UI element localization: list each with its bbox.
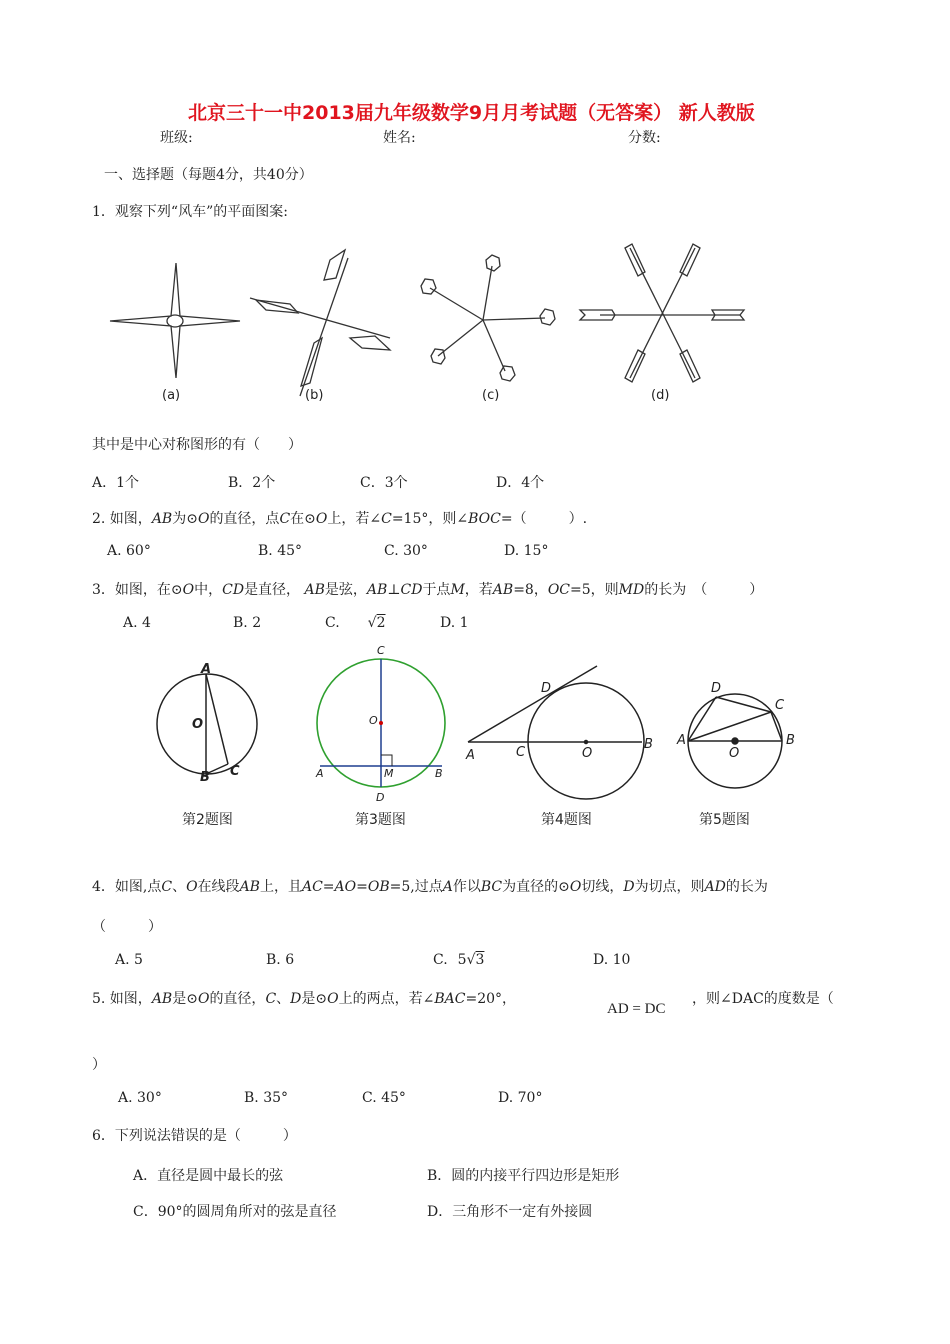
q2-var: C xyxy=(279,511,291,527)
q4-option-c-label: C. xyxy=(433,952,448,968)
q4-text: 、 xyxy=(172,879,187,895)
q3-var: CD xyxy=(222,582,245,598)
q5-stem-tail: ，则∠DAC的度数是（ xyxy=(692,991,834,1007)
q6-option-c: C．90°的圆周角所对的弦是直径 xyxy=(133,1204,337,1220)
q4-text: 切线， xyxy=(581,879,624,895)
fig5-diagram xyxy=(688,694,785,788)
q6-option-a: A．直径是圆中最长的弦 xyxy=(133,1168,284,1184)
fig3-label-m: M xyxy=(384,767,394,780)
fig4-label-c: C xyxy=(516,745,526,760)
q4-text: 作以 xyxy=(452,879,481,895)
fig3-diagram xyxy=(317,659,445,787)
fig5-label-o: O xyxy=(729,746,740,761)
q3-option-c-label: C. xyxy=(325,615,340,631)
q3-text: 3．如图，在⊙ xyxy=(92,582,183,598)
q5-stem-continuation: ） xyxy=(92,1057,106,1073)
q4-var: BC xyxy=(480,879,503,895)
q4-option-b: B. 6 xyxy=(266,952,295,968)
q1-option-b: B．2个 xyxy=(228,475,276,491)
q5-var: AB xyxy=(151,991,173,1007)
q4-text: = xyxy=(356,879,368,895)
q5-option-d: D. 70° xyxy=(498,1090,543,1106)
q3-var: O xyxy=(182,582,195,598)
fig4-caption: 第4题图 xyxy=(541,812,592,828)
q5-text: 的直径， xyxy=(209,991,266,1007)
q4-var: AO xyxy=(334,879,357,895)
q4-var: O xyxy=(186,879,198,895)
windmill-b-figure xyxy=(250,250,390,396)
q3-var: AB xyxy=(492,582,514,598)
q4-radicand: 3 xyxy=(475,952,485,968)
q5-option-a: A. 30° xyxy=(118,1090,162,1106)
q4-option-d: D. 10 xyxy=(593,952,631,968)
fig2-label-o: O xyxy=(192,717,204,732)
fig4-label-d: D xyxy=(541,681,552,696)
q4-text: 在线段 xyxy=(197,879,240,895)
fig5-label-a: A xyxy=(677,733,686,748)
q4-var: D xyxy=(623,879,635,895)
q1-question: 其中是中心对称图形的有（ ） xyxy=(92,437,302,453)
q2-stem xyxy=(92,508,587,528)
q4-var: OB xyxy=(367,879,390,895)
q5-var: D xyxy=(290,991,302,1007)
windmill-a-figure xyxy=(110,263,240,378)
windmill-c-figure xyxy=(421,255,555,381)
q4-text: 为直径的⊙ xyxy=(502,879,570,895)
q4-text: = xyxy=(322,879,335,895)
q2-var: C xyxy=(381,511,392,527)
fig2-label-a: A xyxy=(201,662,212,677)
windmill-d-figure xyxy=(580,244,744,382)
q5-text: 是⊙ xyxy=(172,991,198,1007)
q6-option-d: D．三角形不一定有外接圆 xyxy=(427,1204,593,1220)
q1-stem-text: 1．观察下列“风车”的平面图案: xyxy=(92,204,288,220)
q3-var: AB xyxy=(366,582,388,598)
q3-var: MD xyxy=(618,582,645,598)
q5-text: 、 xyxy=(276,991,291,1007)
q2-option-c: C. 30° xyxy=(384,543,428,559)
q1-option-d: D．4个 xyxy=(496,475,545,491)
q2-text: 上，若∠ xyxy=(327,511,382,527)
page-title: 北京三十一中2013届九年级数学9月月考试题（无答案） 新人教版 xyxy=(188,102,755,124)
fig4-label-b: B xyxy=(644,737,653,752)
q5-var: O xyxy=(327,991,339,1007)
fig5-label-d: D xyxy=(711,681,722,696)
class-label: 班级: xyxy=(160,130,193,146)
q3-text: 中， xyxy=(194,582,223,598)
q3-var: CD xyxy=(400,582,423,598)
q3-option-c xyxy=(325,615,386,631)
q5-var: BAC xyxy=(434,991,466,1007)
q4-stem xyxy=(92,876,768,896)
fig3-label-o: O xyxy=(369,714,378,727)
q4-text: 4．如图,点 xyxy=(92,879,162,895)
fig-label-c: (c) xyxy=(482,388,500,403)
fig2-label-b: B xyxy=(200,770,210,785)
fig5-label-b: B xyxy=(786,733,795,748)
q5-text: 5. 如图， xyxy=(92,991,152,1007)
q4-coef: 5 xyxy=(457,952,467,968)
q3-text: 于点 xyxy=(422,582,451,598)
q4-text: =5,过点 xyxy=(389,879,443,895)
q3-text: =5，则 xyxy=(570,582,619,598)
q4-var: O xyxy=(569,879,582,895)
fig2-caption: 第2题图 xyxy=(182,812,233,828)
fig4-diagram xyxy=(468,666,644,799)
q3-var: M xyxy=(450,582,465,598)
fig2-diagram xyxy=(157,674,257,774)
q2-text: 的直径，点 xyxy=(209,511,280,527)
fig4-label-o: O xyxy=(582,746,593,761)
q4-text: 为切点，则 xyxy=(634,879,705,895)
q3-text: ，若 xyxy=(464,582,493,598)
q3-var: AB xyxy=(304,582,325,598)
q2-var: AB xyxy=(151,511,173,527)
q4-text: 上，且 xyxy=(259,879,302,895)
q2-option-a: A. 60° xyxy=(107,543,151,559)
q6-stem: 6．下列说法错误的是（ ） xyxy=(92,1128,297,1144)
q3-text: 是弦， xyxy=(324,582,367,598)
q2-var: O xyxy=(315,511,328,527)
q1-option-a: A．1个 xyxy=(92,475,140,491)
q3-option-d: D. 1 xyxy=(440,615,469,631)
fig-label-a: (a) xyxy=(162,388,181,403)
q3-option-a: A. 4 xyxy=(123,615,151,631)
fig-label-d: (d) xyxy=(651,388,670,403)
q3-radicand: 2 xyxy=(376,615,386,631)
sqrt-icon: √3 xyxy=(466,952,485,968)
q2-text: 为⊙ xyxy=(172,511,198,527)
q2-text: =（ ）. xyxy=(500,511,588,527)
fig3-label-d: D xyxy=(376,791,385,804)
fig4-label-a: A xyxy=(466,748,475,763)
q5-text: =20°， xyxy=(465,991,517,1007)
q1-stem xyxy=(92,201,288,221)
q4-text: 的长为 xyxy=(725,879,768,895)
q4-option-c-value xyxy=(458,952,485,968)
fig3-caption: 第3题图 xyxy=(355,812,406,828)
q5-stem xyxy=(92,988,516,1008)
q5-option-c: C. 45° xyxy=(362,1090,406,1106)
fig2-label-c: C xyxy=(230,764,240,779)
q2-text: =15°，则∠ xyxy=(391,511,469,527)
sqrt-icon: √2 xyxy=(367,615,386,631)
q4-var: AD xyxy=(704,879,726,895)
fig5-label-c: C xyxy=(775,698,785,713)
q3-stem xyxy=(92,579,763,599)
name-label: 姓名: xyxy=(383,130,416,146)
q3-text: 的长为 （ ） xyxy=(644,582,764,598)
q2-text: 在⊙ xyxy=(290,511,316,527)
q4-stem-continuation: （ ） xyxy=(92,919,162,935)
windmill-figures xyxy=(100,238,760,413)
q2-var: BOC xyxy=(468,511,501,527)
q4-var: C xyxy=(161,879,173,895)
q4-var: AC xyxy=(301,879,323,895)
q3-option-b: B. 2 xyxy=(233,615,262,631)
score-label: 分数: xyxy=(628,130,661,146)
section-heading: 一、选择题（每题4分，共40分） xyxy=(104,167,313,183)
q4-var: AB xyxy=(239,879,260,895)
q2-option-d: D. 15° xyxy=(504,543,549,559)
q4-option-a: A. 5 xyxy=(115,952,143,968)
q3-var: OC xyxy=(547,582,571,598)
q3-text: ⊥ xyxy=(387,582,401,598)
q5-text: 是⊙ xyxy=(301,991,328,1007)
q4-option-c xyxy=(433,952,484,968)
fig3-label-a: A xyxy=(316,767,324,780)
fig5-caption: 第5题图 xyxy=(699,812,750,828)
q4-var: A xyxy=(442,879,453,895)
q5-arc-expression: AD = DC xyxy=(607,1001,666,1017)
q5-text: 上的两点，若∠ xyxy=(338,991,435,1007)
q5-var: O xyxy=(197,991,210,1007)
fig3-label-b: B xyxy=(435,767,443,780)
fig3-label-c: C xyxy=(377,644,385,657)
q5-var: C xyxy=(265,991,277,1007)
fig-label-b: (b) xyxy=(305,388,324,403)
q2-option-b: B. 45° xyxy=(258,543,303,559)
q6-option-b: B．圆的内接平行四边形是矩形 xyxy=(427,1168,620,1184)
q5-option-b: B. 35° xyxy=(244,1090,289,1106)
q3-text: =8， xyxy=(513,582,548,598)
q3-text: 是直径， xyxy=(244,582,305,598)
q2-text: 2. 如图， xyxy=(92,511,152,527)
q1-option-c: C．3个 xyxy=(360,475,408,491)
q2-var: O xyxy=(197,511,210,527)
